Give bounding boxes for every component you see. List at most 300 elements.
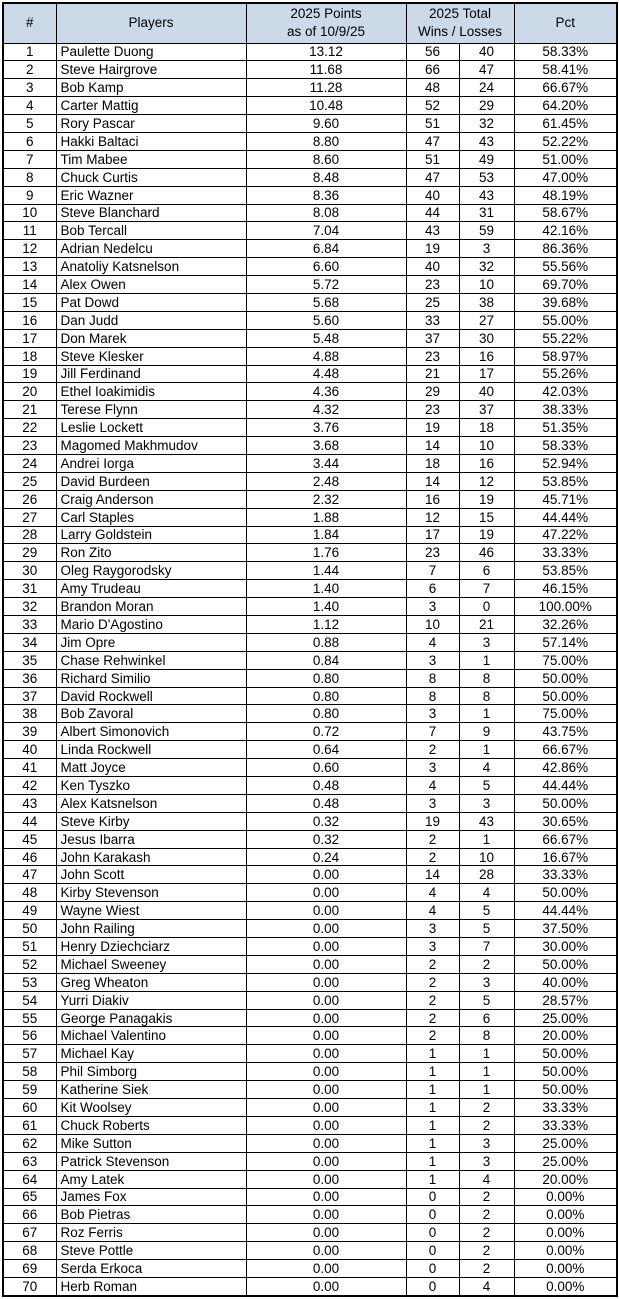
cell-player-name: Jim Opre <box>56 633 246 651</box>
cell-points: 0.00 <box>246 866 406 884</box>
cell-player-name: Amy Latek <box>56 1170 246 1188</box>
cell-rank: 59 <box>3 1081 56 1099</box>
table-row <box>3 311 617 329</box>
cell-pct: 55.26% <box>514 365 617 383</box>
cell-losses: 2 <box>459 1188 514 1206</box>
table-row <box>3 97 617 115</box>
cell-points: 0.60 <box>246 759 406 777</box>
cell-pct: 44.44% <box>514 508 617 526</box>
table-row <box>3 329 617 347</box>
cell-wins: 23 <box>406 276 459 294</box>
table-row <box>3 687 617 705</box>
cell-player-name: Matt Joyce <box>56 759 246 777</box>
cell-rank: 63 <box>3 1152 56 1170</box>
cell-wins: 0 <box>406 1188 459 1206</box>
cell-player-name: Paulette Duong <box>56 43 246 61</box>
cell-pct: 50.00% <box>514 1063 617 1081</box>
cell-wins: 3 <box>406 938 459 956</box>
cell-pct: 42.03% <box>514 383 617 401</box>
cell-player-name: Hakki Baltaci <box>56 132 246 150</box>
cell-player-name: Steve Hairgrove <box>56 61 246 79</box>
table-row <box>3 419 617 437</box>
cell-points: 0.00 <box>246 920 406 938</box>
cell-wins: 0 <box>406 1242 459 1260</box>
cell-points: 0.00 <box>246 1045 406 1063</box>
cell-pct: 50.00% <box>514 794 617 812</box>
table-row <box>3 1224 617 1242</box>
cell-player-name: Bob Tercall <box>56 222 246 240</box>
cell-points: 6.84 <box>246 240 406 258</box>
cell-rank: 3 <box>3 79 56 97</box>
cell-pct: 20.00% <box>514 1027 617 1045</box>
cell-rank: 51 <box>3 938 56 956</box>
table-row <box>3 669 617 687</box>
cell-player-name: Terese Flynn <box>56 401 246 419</box>
header-rank: # <box>3 3 56 43</box>
cell-wins: 2 <box>406 848 459 866</box>
cell-pct: 53.85% <box>514 472 617 490</box>
table-row <box>3 938 617 956</box>
cell-player-name: Leslie Lockett <box>56 419 246 437</box>
cell-points: 1.44 <box>246 562 406 580</box>
cell-pct: 55.00% <box>514 311 617 329</box>
cell-rank: 69 <box>3 1260 56 1278</box>
cell-losses: 49 <box>459 150 514 168</box>
table-row <box>3 293 617 311</box>
cell-wins: 4 <box>406 633 459 651</box>
cell-points: 10.48 <box>246 97 406 115</box>
cell-points: 0.00 <box>246 1099 406 1117</box>
cell-losses: 8 <box>459 669 514 687</box>
table-row <box>3 365 617 383</box>
cell-pct: 53.85% <box>514 562 617 580</box>
cell-points: 0.00 <box>246 973 406 991</box>
cell-wins: 14 <box>406 472 459 490</box>
cell-pct: 44.44% <box>514 902 617 920</box>
table-row <box>3 866 617 884</box>
table-row <box>3 454 617 472</box>
cell-losses: 40 <box>459 383 514 401</box>
cell-pct: 0.00% <box>514 1206 617 1224</box>
cell-rank: 65 <box>3 1188 56 1206</box>
cell-losses: 19 <box>459 490 514 508</box>
table-row <box>3 1277 617 1296</box>
cell-wins: 2 <box>406 741 459 759</box>
cell-rank: 67 <box>3 1224 56 1242</box>
cell-player-name: Kirby Stevenson <box>56 884 246 902</box>
cell-wins: 3 <box>406 794 459 812</box>
cell-losses: 5 <box>459 991 514 1009</box>
cell-pct: 38.33% <box>514 401 617 419</box>
cell-losses: 3 <box>459 794 514 812</box>
cell-wins: 1 <box>406 1134 459 1152</box>
cell-rank: 35 <box>3 651 56 669</box>
table-row <box>3 1081 617 1099</box>
table-row <box>3 150 617 168</box>
cell-pct: 52.94% <box>514 454 617 472</box>
cell-wins: 48 <box>406 79 459 97</box>
cell-pct: 0.00% <box>514 1242 617 1260</box>
cell-points: 4.88 <box>246 347 406 365</box>
cell-losses: 1 <box>459 1081 514 1099</box>
cell-player-name: Patrick Stevenson <box>56 1152 246 1170</box>
cell-wins: 0 <box>406 1277 459 1296</box>
cell-player-name: Jesus Ibarra <box>56 830 246 848</box>
cell-losses: 4 <box>459 884 514 902</box>
cell-rank: 42 <box>3 777 56 795</box>
cell-wins: 56 <box>406 43 459 61</box>
cell-losses: 1 <box>459 1063 514 1081</box>
table-row <box>3 920 617 938</box>
cell-pct: 86.36% <box>514 240 617 258</box>
cell-rank: 22 <box>3 419 56 437</box>
cell-points: 0.00 <box>246 1188 406 1206</box>
cell-pct: 0.00% <box>514 1224 617 1242</box>
leaderboard-table <box>2 2 618 1297</box>
cell-player-name: David Rockwell <box>56 687 246 705</box>
cell-points: 0.00 <box>246 902 406 920</box>
cell-losses: 1 <box>459 830 514 848</box>
cell-wins: 2 <box>406 830 459 848</box>
cell-player-name: John Scott <box>56 866 246 884</box>
cell-rank: 70 <box>3 1277 56 1296</box>
cell-pct: 30.65% <box>514 812 617 830</box>
table-row <box>3 973 617 991</box>
cell-losses: 3 <box>459 240 514 258</box>
cell-losses: 3 <box>459 973 514 991</box>
cell-wins: 29 <box>406 383 459 401</box>
cell-losses: 0 <box>459 598 514 616</box>
cell-rank: 68 <box>3 1242 56 1260</box>
cell-pct: 50.00% <box>514 669 617 687</box>
cell-rank: 23 <box>3 437 56 455</box>
cell-pct: 58.97% <box>514 347 617 365</box>
cell-player-name: Steve Pottle <box>56 1242 246 1260</box>
table-row <box>3 204 617 222</box>
cell-points: 8.48 <box>246 168 406 186</box>
cell-wins: 2 <box>406 973 459 991</box>
cell-player-name: Larry Goldstein <box>56 526 246 544</box>
cell-wins: 44 <box>406 204 459 222</box>
cell-points: 0.00 <box>246 1134 406 1152</box>
cell-wins: 17 <box>406 526 459 544</box>
cell-rank: 14 <box>3 276 56 294</box>
cell-pct: 58.41% <box>514 61 617 79</box>
cell-pct: 28.57% <box>514 991 617 1009</box>
cell-player-name: Mike Sutton <box>56 1134 246 1152</box>
cell-pct: 33.33% <box>514 866 617 884</box>
cell-player-name: Tim Mabee <box>56 150 246 168</box>
cell-player-name: Chuck Curtis <box>56 168 246 186</box>
cell-rank: 10 <box>3 204 56 222</box>
cell-pct: 55.56% <box>514 258 617 276</box>
cell-losses: 24 <box>459 79 514 97</box>
cell-player-name: Steve Kirby <box>56 812 246 830</box>
cell-points: 9.60 <box>246 115 406 133</box>
cell-wins: 1 <box>406 1152 459 1170</box>
cell-rank: 26 <box>3 490 56 508</box>
cell-rank: 20 <box>3 383 56 401</box>
table-body <box>3 43 617 1296</box>
cell-wins: 37 <box>406 329 459 347</box>
cell-player-name: Carter Mattig <box>56 97 246 115</box>
cell-rank: 43 <box>3 794 56 812</box>
cell-points: 1.76 <box>246 544 406 562</box>
cell-rank: 8 <box>3 168 56 186</box>
cell-rank: 49 <box>3 902 56 920</box>
cell-losses: 46 <box>459 544 514 562</box>
cell-wins: 66 <box>406 61 459 79</box>
cell-rank: 4 <box>3 97 56 115</box>
cell-pct: 33.33% <box>514 544 617 562</box>
cell-rank: 50 <box>3 920 56 938</box>
cell-points: 5.72 <box>246 276 406 294</box>
cell-player-name: John Railing <box>56 920 246 938</box>
cell-points: 5.60 <box>246 311 406 329</box>
cell-wins: 0 <box>406 1206 459 1224</box>
header-points <box>246 3 406 43</box>
cell-points: 1.12 <box>246 616 406 634</box>
table-row <box>3 723 617 741</box>
cell-player-name: Greg Wheaton <box>56 973 246 991</box>
cell-losses: 40 <box>459 43 514 61</box>
cell-wins: 1 <box>406 1081 459 1099</box>
cell-losses: 32 <box>459 115 514 133</box>
header-players: Players <box>56 3 246 43</box>
cell-rank: 54 <box>3 991 56 1009</box>
cell-pct: 64.20% <box>514 97 617 115</box>
cell-losses: 53 <box>459 168 514 186</box>
cell-losses: 15 <box>459 508 514 526</box>
cell-pct: 44.44% <box>514 777 617 795</box>
cell-player-name: Richard Similio <box>56 669 246 687</box>
table-row <box>3 79 617 97</box>
cell-points: 0.00 <box>246 1242 406 1260</box>
cell-rank: 27 <box>3 508 56 526</box>
cell-points: 5.48 <box>246 329 406 347</box>
cell-rank: 56 <box>3 1027 56 1045</box>
cell-points: 0.00 <box>246 1260 406 1278</box>
cell-wins: 2 <box>406 955 459 973</box>
cell-points: 13.12 <box>246 43 406 61</box>
header-total-line1: 2025 Total <box>428 6 492 22</box>
cell-player-name: Carl Staples <box>56 508 246 526</box>
table-row <box>3 61 617 79</box>
cell-rank: 45 <box>3 830 56 848</box>
table-row <box>3 1260 617 1278</box>
cell-points: 0.00 <box>246 1116 406 1134</box>
cell-rank: 53 <box>3 973 56 991</box>
cell-player-name: Bob Zavoral <box>56 705 246 723</box>
cell-rank: 29 <box>3 544 56 562</box>
table-row <box>3 43 617 61</box>
cell-wins: 33 <box>406 311 459 329</box>
cell-points: 0.32 <box>246 812 406 830</box>
table-row <box>3 258 617 276</box>
table-row <box>3 812 617 830</box>
cell-losses: 10 <box>459 276 514 294</box>
cell-wins: 0 <box>406 1260 459 1278</box>
cell-wins: 3 <box>406 920 459 938</box>
cell-losses: 2 <box>459 1116 514 1134</box>
table-row <box>3 1027 617 1045</box>
cell-points: 3.68 <box>246 437 406 455</box>
cell-pct: 66.67% <box>514 79 617 97</box>
cell-player-name: Craig Anderson <box>56 490 246 508</box>
table-row <box>3 651 617 669</box>
cell-losses: 1 <box>459 651 514 669</box>
cell-pct: 39.68% <box>514 293 617 311</box>
cell-pct: 75.00% <box>514 705 617 723</box>
table-row <box>3 1242 617 1260</box>
cell-pct: 47.22% <box>514 526 617 544</box>
cell-player-name: Rory Pascar <box>56 115 246 133</box>
cell-losses: 17 <box>459 365 514 383</box>
cell-wins: 21 <box>406 365 459 383</box>
table-row <box>3 955 617 973</box>
cell-rank: 2 <box>3 61 56 79</box>
cell-pct: 47.00% <box>514 168 617 186</box>
cell-rank: 46 <box>3 848 56 866</box>
cell-points: 0.84 <box>246 651 406 669</box>
table-row <box>3 705 617 723</box>
cell-pct: 50.00% <box>514 1045 617 1063</box>
cell-wins: 10 <box>406 616 459 634</box>
cell-rank: 39 <box>3 723 56 741</box>
table-row <box>3 830 617 848</box>
cell-player-name: Alex Owen <box>56 276 246 294</box>
cell-player-name: Pat Dowd <box>56 293 246 311</box>
cell-pct: 51.35% <box>514 419 617 437</box>
cell-rank: 17 <box>3 329 56 347</box>
cell-losses: 2 <box>459 1242 514 1260</box>
cell-wins: 14 <box>406 866 459 884</box>
cell-player-name: George Panagakis <box>56 1009 246 1027</box>
cell-pct: 42.16% <box>514 222 617 240</box>
table-row <box>3 616 617 634</box>
cell-wins: 8 <box>406 687 459 705</box>
cell-losses: 2 <box>459 1224 514 1242</box>
table-row <box>3 1116 617 1134</box>
cell-rank: 57 <box>3 1045 56 1063</box>
cell-points: 3.44 <box>246 454 406 472</box>
cell-wins: 3 <box>406 705 459 723</box>
cell-wins: 7 <box>406 562 459 580</box>
cell-player-name: Michael Kay <box>56 1045 246 1063</box>
cell-pct: 50.00% <box>514 955 617 973</box>
cell-player-name: Amy Trudeau <box>56 580 246 598</box>
table-row <box>3 1152 617 1170</box>
table-row <box>3 437 617 455</box>
cell-points: 1.88 <box>246 508 406 526</box>
cell-rank: 18 <box>3 347 56 365</box>
cell-pct: 55.22% <box>514 329 617 347</box>
cell-losses: 1 <box>459 1045 514 1063</box>
cell-losses: 2 <box>459 1260 514 1278</box>
table-row <box>3 1099 617 1117</box>
cell-rank: 25 <box>3 472 56 490</box>
cell-rank: 24 <box>3 454 56 472</box>
cell-player-name: Don Marek <box>56 329 246 347</box>
table-row <box>3 186 617 204</box>
cell-player-name: Steve Klesker <box>56 347 246 365</box>
cell-pct: 42.86% <box>514 759 617 777</box>
header-wins-losses <box>406 3 514 43</box>
cell-losses: 2 <box>459 1206 514 1224</box>
table-row <box>3 991 617 1009</box>
cell-losses: 43 <box>459 186 514 204</box>
cell-rank: 61 <box>3 1116 56 1134</box>
cell-wins: 16 <box>406 490 459 508</box>
table-row <box>3 383 617 401</box>
cell-pct: 58.67% <box>514 204 617 222</box>
cell-pct: 52.22% <box>514 132 617 150</box>
cell-rank: 16 <box>3 311 56 329</box>
cell-wins: 19 <box>406 419 459 437</box>
cell-losses: 3 <box>459 1134 514 1152</box>
table-row <box>3 132 617 150</box>
cell-points: 6.60 <box>246 258 406 276</box>
table-row <box>3 1170 617 1188</box>
cell-points: 5.68 <box>246 293 406 311</box>
cell-player-name: Oleg Raygorodsky <box>56 562 246 580</box>
cell-points: 2.48 <box>246 472 406 490</box>
cell-wins: 14 <box>406 437 459 455</box>
cell-losses: 4 <box>459 1277 514 1296</box>
table-row <box>3 1206 617 1224</box>
table-row <box>3 1045 617 1063</box>
cell-wins: 47 <box>406 132 459 150</box>
cell-points: 0.80 <box>246 687 406 705</box>
cell-rank: 31 <box>3 580 56 598</box>
cell-losses: 10 <box>459 437 514 455</box>
cell-wins: 7 <box>406 723 459 741</box>
cell-losses: 21 <box>459 616 514 634</box>
cell-wins: 2 <box>406 1027 459 1045</box>
cell-pct: 58.33% <box>514 43 617 61</box>
cell-points: 4.48 <box>246 365 406 383</box>
cell-wins: 2 <box>406 1009 459 1027</box>
cell-losses: 30 <box>459 329 514 347</box>
cell-wins: 1 <box>406 1063 459 1081</box>
cell-player-name: Yurri Diakiv <box>56 991 246 1009</box>
cell-wins: 3 <box>406 598 459 616</box>
cell-pct: 50.00% <box>514 687 617 705</box>
cell-wins: 40 <box>406 186 459 204</box>
cell-pct: 51.00% <box>514 150 617 168</box>
table-row <box>3 1134 617 1152</box>
cell-rank: 33 <box>3 616 56 634</box>
table-header <box>3 3 617 43</box>
cell-player-name: Roz Ferris <box>56 1224 246 1242</box>
cell-pct: 75.00% <box>514 651 617 669</box>
table-row <box>3 562 617 580</box>
cell-pct: 58.33% <box>514 437 617 455</box>
cell-wins: 8 <box>406 669 459 687</box>
cell-rank: 32 <box>3 598 56 616</box>
cell-rank: 58 <box>3 1063 56 1081</box>
table-row <box>3 1188 617 1206</box>
cell-wins: 1 <box>406 1170 459 1188</box>
cell-losses: 4 <box>459 1170 514 1188</box>
cell-pct: 61.45% <box>514 115 617 133</box>
header-total-line2: Wins / Losses <box>417 24 503 40</box>
cell-points: 1.84 <box>246 526 406 544</box>
header-points-line2: as of 10/9/25 <box>286 24 366 40</box>
cell-pct: 45.71% <box>514 490 617 508</box>
cell-rank: 19 <box>3 365 56 383</box>
header-pct: Pct <box>514 3 617 43</box>
